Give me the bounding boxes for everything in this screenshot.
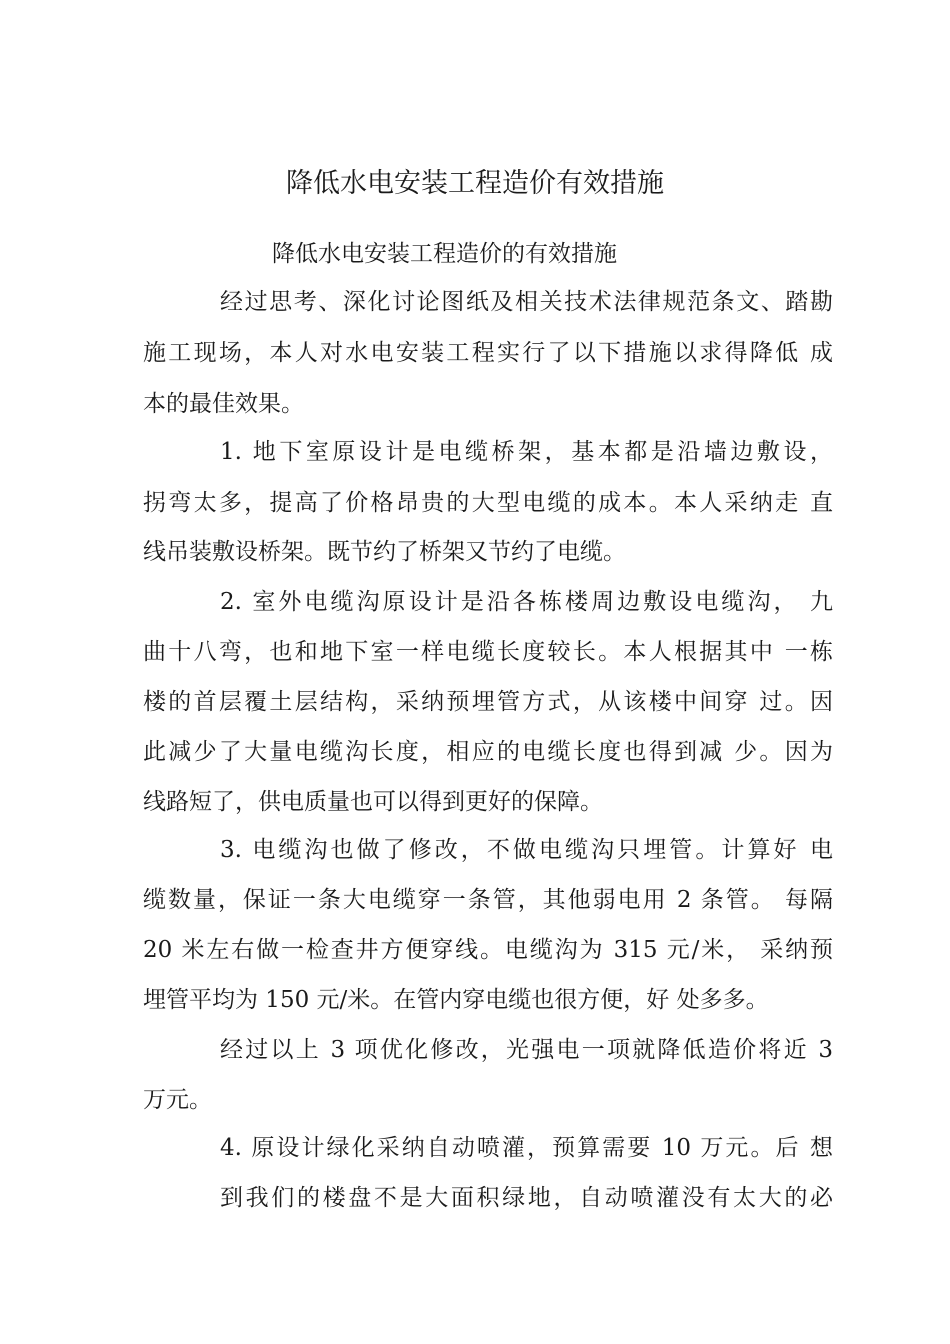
paragraph-line: 线吊装敷设桥架。既节约了桥架又节约了电缆。 — [143, 539, 626, 565]
paragraph-line: 经过思考、深化讨论图纸及相关技术法律规范条文、踏勘 — [220, 289, 833, 315]
paragraph-line: 拐弯太多，提高了价格昂贵的大型电缆的成本。本人采纳走 直 — [143, 490, 833, 516]
paragraph-line: 1. 地下室原设计是电缆桥架，基本都是沿墙边敷设， — [220, 439, 833, 465]
paragraph-line: 曲十八弯，也和地下室一样电缆长度较长。本人根据其中 一栋 — [143, 639, 833, 665]
paragraph-line: 埋管平均为 150 元/米。在管内穿电缆也很方便，好 处多多。 — [143, 987, 769, 1013]
paragraph-line: 楼的首层覆土层结构，采纳预埋管方式，从该楼中间穿 过。因 — [143, 689, 833, 715]
paragraph-line: 本的最佳效果。 — [143, 391, 304, 417]
paragraph-line: 缆数量，保证一条大电缆穿一条管，其他弱电用 2 条管。 每隔 — [143, 887, 833, 913]
paragraph-line: 此减少了大量电缆沟长度，相应的电缆长度也得到减 少。因为 — [143, 739, 833, 765]
paragraph-line: 施工现场，本人对水电安装工程实行了以下措施以求得降低 成 — [143, 340, 833, 366]
paragraph-line: 经过以上 3 项优化修改，光强电一项就降低造价将近 3 — [220, 1037, 833, 1063]
document-subtitle: 降低水电安装工程造价的有效措施 — [272, 241, 617, 267]
paragraph-line: 4. 原设计绿化采纳自动喷灌，预算需要 10 万元。后 想 — [220, 1135, 833, 1161]
paragraph-line: 到我们的楼盘不是大面积绿地，自动喷灌没有太大的必 — [220, 1185, 833, 1211]
paragraph-line: 3. 电缆沟也做了修改，不做电缆沟只埋管。计算好 电 — [220, 837, 833, 863]
page-title: 降低水电安装工程造价有效措施 — [286, 168, 664, 199]
paragraph-line: 线路短了，供电质量也可以得到更好的保障。 — [143, 789, 603, 815]
paragraph-line: 2. 室外电缆沟原设计是沿各栋楼周边敷设电缆沟， 九 — [220, 589, 833, 615]
paragraph-line: 万元。 — [143, 1087, 212, 1113]
paragraph-line: 20 米左右做一检查井方便穿线。电缆沟为 315 元/米， 采纳预 — [143, 937, 833, 963]
